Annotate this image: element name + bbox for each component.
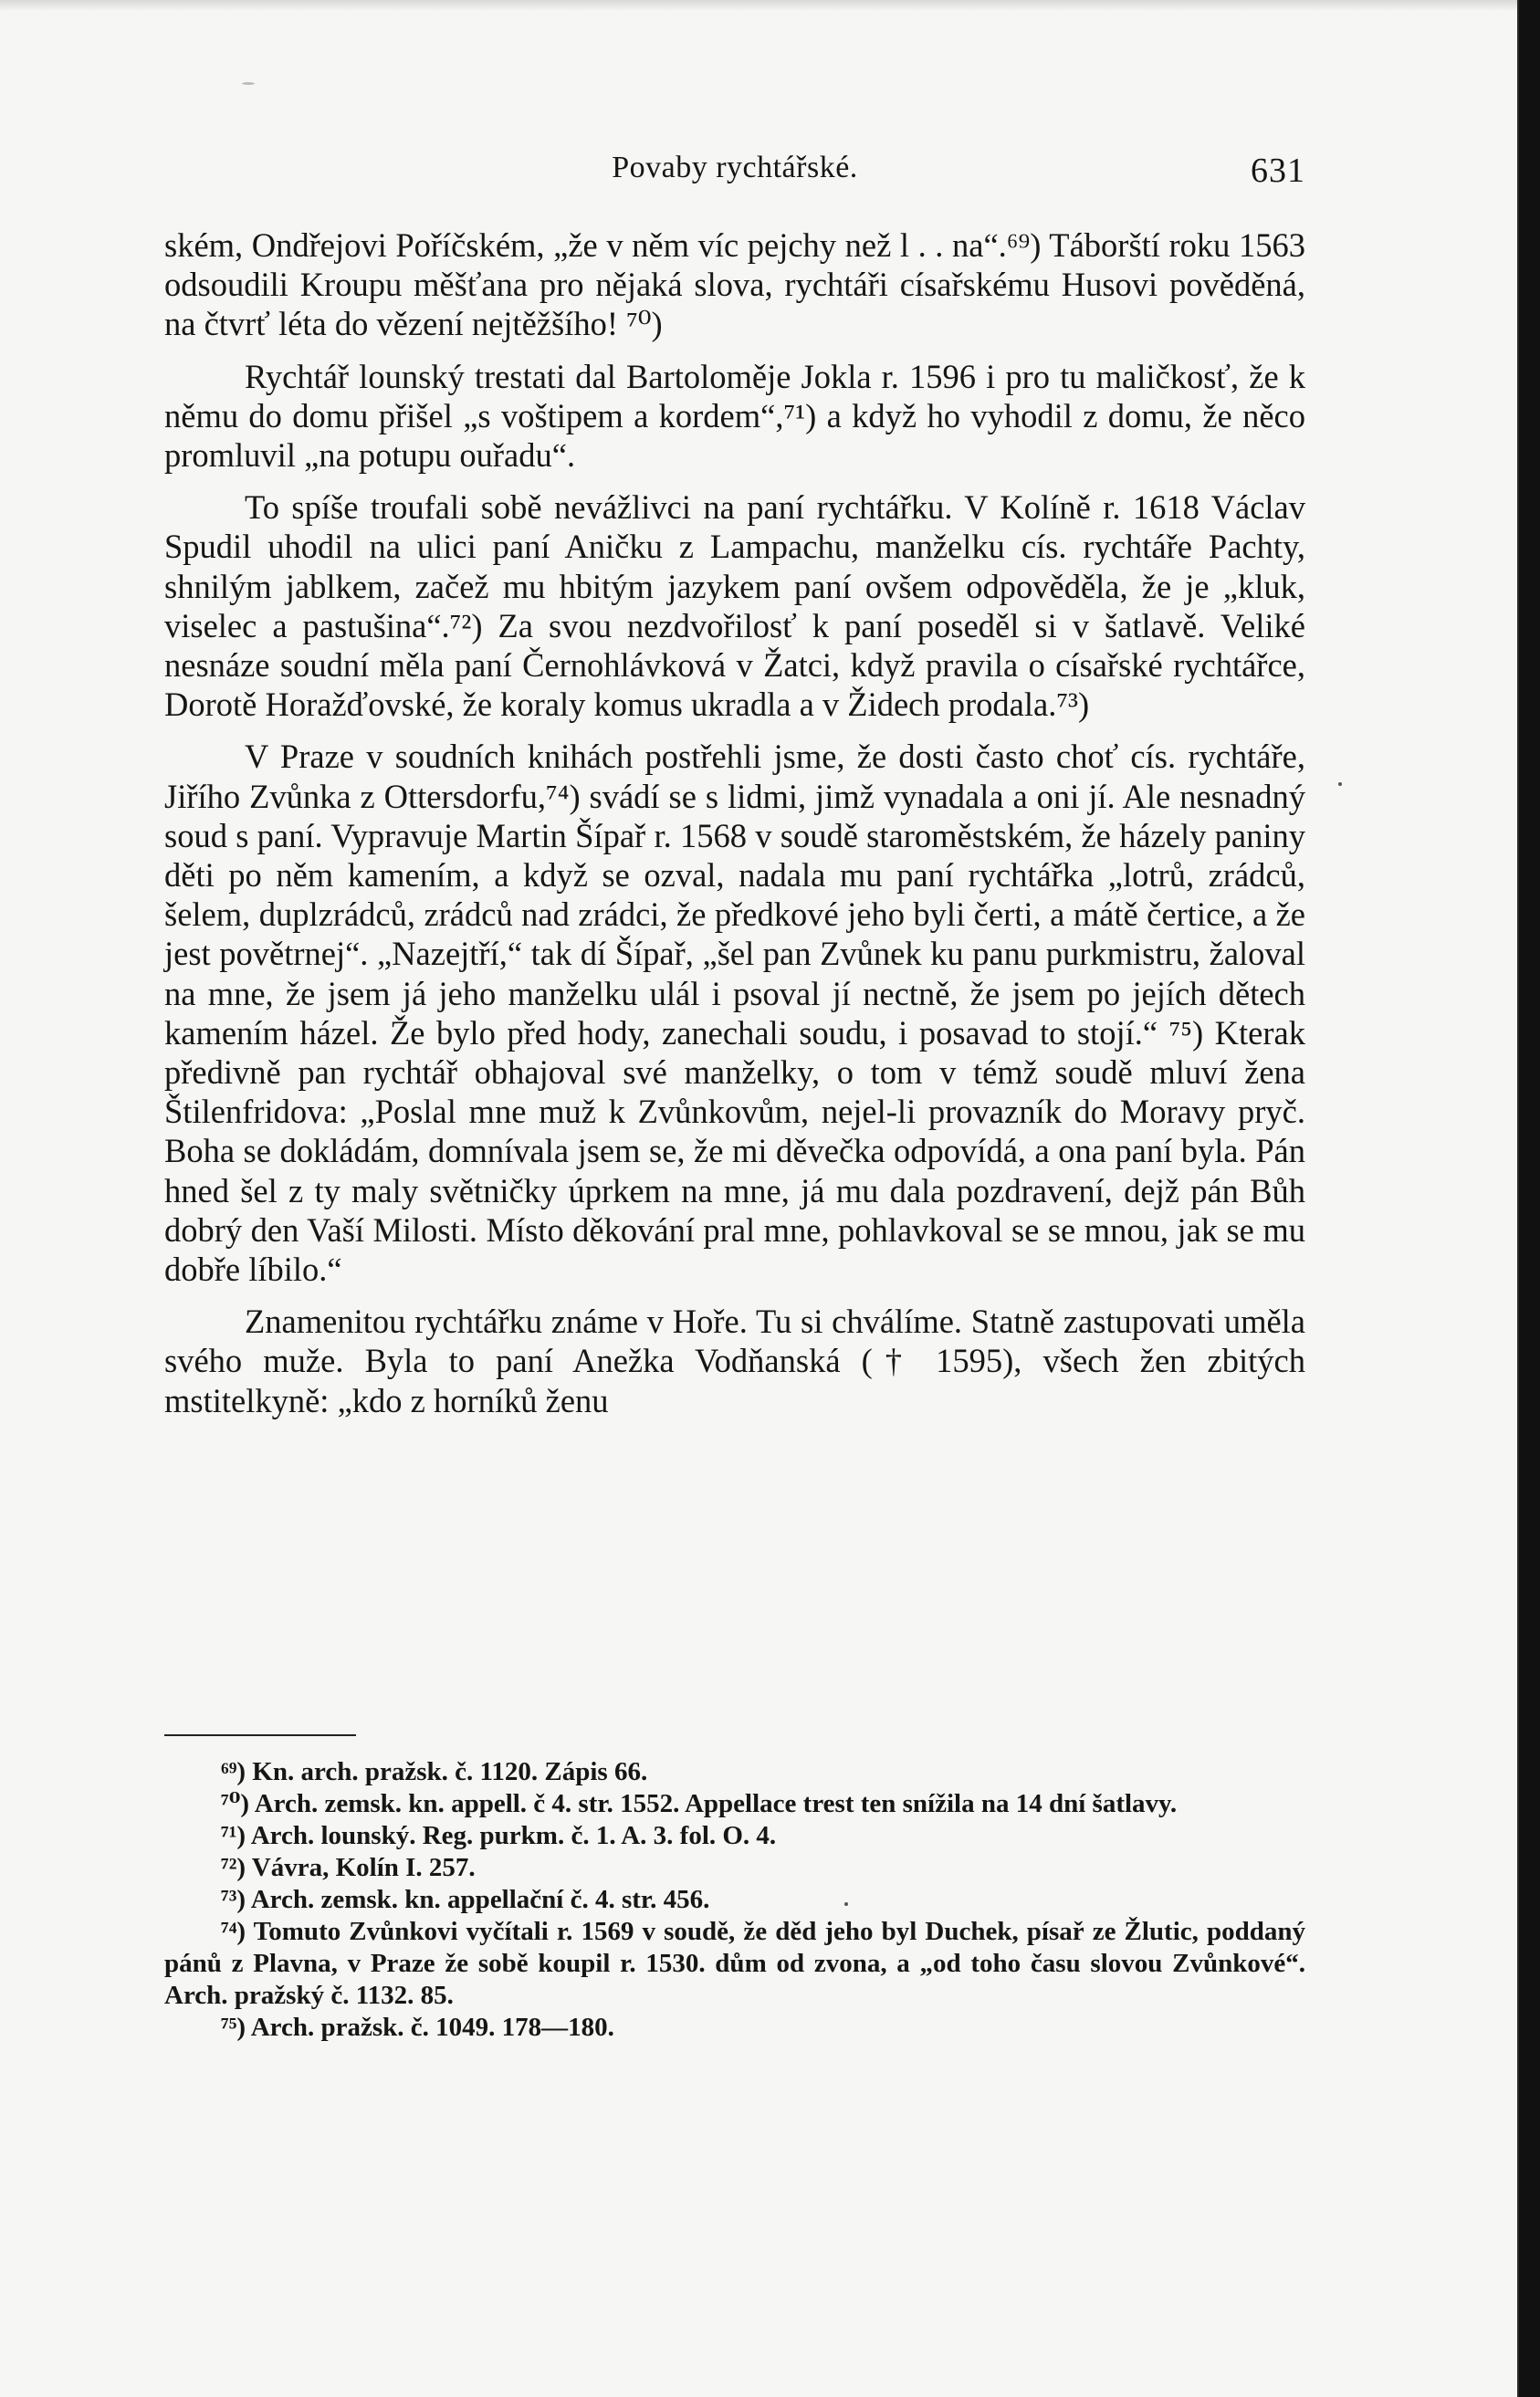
footnote-74: ⁷⁴) Tomuto Zvůnkovi vyčítali r. 1569 v soudě, že děd jeho byl Duchek, písař ze Žlutic, poddaný pánů z Plavna, v Praze že sobě koupil r. 1530. dům od zvona, a „od toho času slovou Zvůnkové“. Arch. pražský č. 1132. 85.	[164, 1917, 1305, 2010]
running-title: Povaby rychtářské.	[612, 151, 858, 184]
footnote-70: ⁷⁰) Arch. zemsk. kn. appell. č 4. str. 1552. Appellace trest ten snížila na 14 dní šatlavy.	[221, 1789, 1178, 1818]
footnote-72: ⁷²) Vávra, Kolín I. 257.	[221, 1853, 476, 1882]
paper-speck	[844, 1902, 848, 1906]
footnote-75: ⁷⁵) Arch. pražsk. č. 1049. 178—180.	[221, 2013, 614, 2042]
paper-speck	[242, 82, 255, 85]
page-top-edge	[0, 0, 1517, 11]
running-head	[164, 151, 1305, 196]
footnote-separator	[164, 1734, 356, 1736]
footnote-73: ⁷³) Arch. zemsk. kn. appellační č. 4. str. 456.	[221, 1885, 710, 1914]
page-number: 631	[1251, 152, 1305, 190]
footnote-71: ⁷¹) Arch. lounský. Reg. purkm. č. 1. A. 3. fol. O. 4.	[221, 1821, 777, 1850]
paragraph-3: To spíše troufali sobě nevážlivci na paní rychtářku. V Kolíně r. 1618 Václav Spudil uhodil na ulici paní Aničku z Lampachu, manželku cís. rychtáře Pachty, shnilým jablkem, začež mu hbitým jazykem paní ovšem odpověděla, že je „kluk, viselec a pastušina“.⁷²) Za svou nezdvořilosť k paní poseděl si v šatlavě. Veliké nesnáze soudní měla paní Černohlávková v Žatci, když pravila o císařské rychtářce, Dorotě Horažďovské, že koraly komus ukradla a v Židech prodala.⁷³)	[164, 488, 1305, 724]
paragraph-1: ském, Ondřejovi Poříčském, „že v něm víc pejchy než l . . na“.⁶⁹) Táborští roku 1563 odsoudili Kroupu měšťana pro nějaká slova, rychtáři císařskému Husovi pověděná, na čtvrť léta do vězení nejtěžšího! ⁷⁰)	[164, 226, 1305, 343]
paragraph-4: V Praze v soudních knihách postřehli jsme, že dosti často choť cís. rychtáře, Jiřího Zvůnka z Ottersdorfu,⁷⁴) svádí se s lidmi, jimž vynadala a oni jí. Ale nesnadný soud s paní. Vypravuje Martin Šípař r. 1568 v soudě staroměstském, že házely paniny děti po něm kamením, a když se ozval, nadala mu paní rychtářka „lotrů, zrádců, šelem, duplzrádců, zrádců nad zrádci, že předkové jeho byli čerti, a mátě čertice, a že jest povětrnej“. „Nazejtří,“ tak dí Šípař, „šel pan Zvůnek ku panu purkmistru, žaloval na mne, že jsem já jeho manželku ulál i psoval jí nectně, že jsem po jejích dětech kamením házel. Že bylo před hody, zanechali soudu, i posavad to stojí.“ ⁷⁵) Kterak předivně pan rychtář obhajoval své manželky, o tom v témž soudě mluví žena Štilenfridova: „Poslal mne muž k Zvůnkovům, nejel-li provazník do Moravy pryč. Boha se dokládám, domnívala jsem se, že mi děvečka odpovídá, a ona paní byla. Pán hned šel z ty maly světničky úprkem na mne, já mu dala pozdravení, dejž pán Bůh dobrý den Vaší Milosti. Místo děkování pral mne, pohlavkoval se se mnou, jak se mu dobře líbilo.“	[164, 738, 1305, 1289]
body-text	[164, 225, 1305, 1433]
footnotes	[164, 1756, 1305, 2044]
paragraph-2: Rychtář lounský trestati dal Bartoloměje Jokla r. 1596 i pro tu maličkosť, že k němu do domu přišel „s voštipem a kordem“,⁷¹) a když ho vyhodil z domu, že něco promluvil „na potupu ouřadu“.	[164, 357, 1305, 475]
footnote-69: ⁶⁹) Kn. arch. pražsk. č. 1120. Zápis 66.	[221, 1757, 648, 1786]
paragraph-5: Znamenitou rychtářku známe v Hoře. Tu si chválíme. Statně zastupovati uměla svého muže. Byla to paní Anežka Vodňanská († 1595), všech žen zbitých mstitelkyně: „kdo z horníků ženu	[164, 1303, 1305, 1419]
paper-speck	[1338, 782, 1342, 786]
